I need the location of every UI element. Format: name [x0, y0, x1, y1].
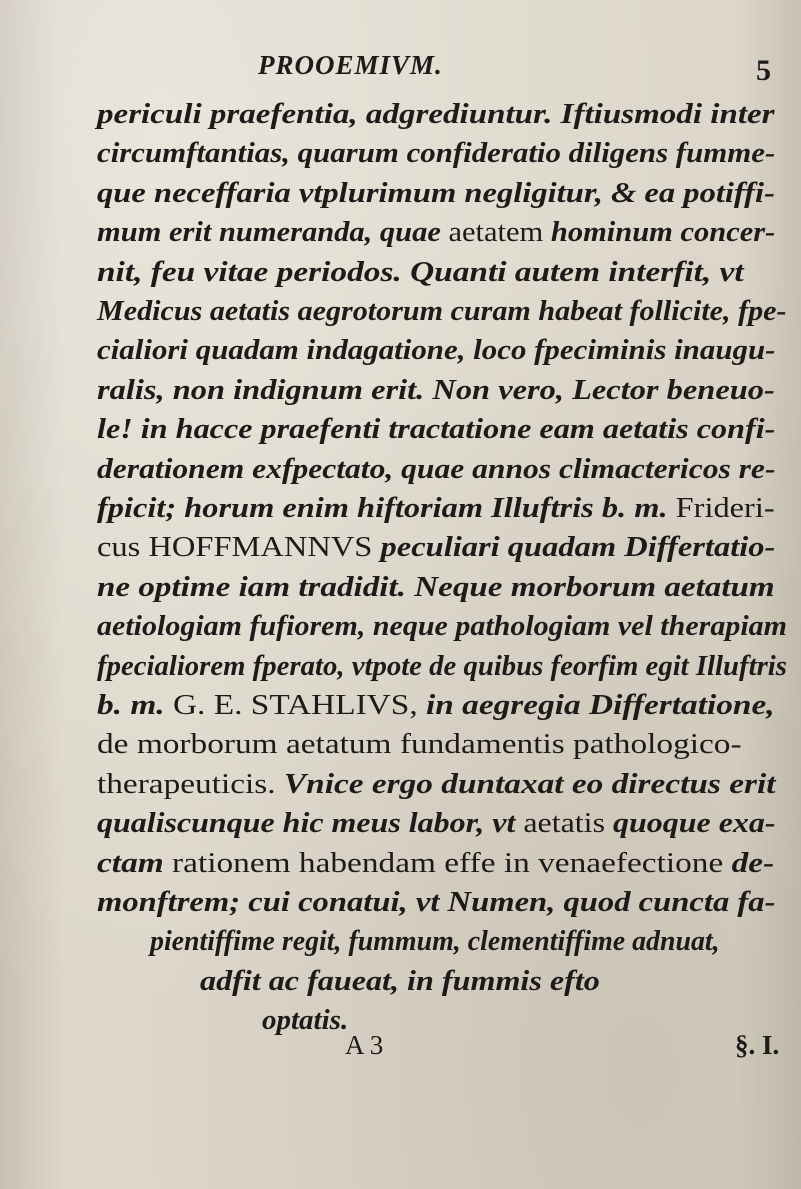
text-segment: fpicit; horum enim hiftoriam Illuftris b. m.	[97, 492, 676, 524]
text-segment: le! in hacce praefenti tractatione eam aetatis confi-	[97, 413, 776, 446]
text-line	[97, 139, 775, 168]
text-line	[97, 570, 775, 603]
text-segment: therapeuticis.	[97, 767, 284, 800]
text-line	[97, 176, 775, 209]
text-segment: nit, feu vitae periodos. Quanti autem interfit, vt	[97, 255, 744, 288]
text-line	[97, 767, 776, 800]
text-line	[97, 218, 775, 247]
running-title: PROOEMIVM.	[258, 50, 443, 80]
text-line	[150, 927, 720, 956]
text-segment: hominum concer-	[543, 216, 776, 249]
text-line	[97, 846, 775, 879]
text-line	[97, 255, 744, 288]
catchword: §. I.	[735, 1030, 780, 1060]
text-segment: derationem exfpectato, quae annos climactericos re-	[97, 452, 776, 485]
text-line	[97, 888, 775, 917]
text-segment: cus HOFFMANNVS	[97, 531, 381, 564]
text-segment: circumftantias, quarum confideratio diligens fumme-	[97, 137, 776, 170]
text-segment: cialiori quadam indagatione, loco fpeciminis inaugu-	[97, 334, 776, 367]
text-segment: Medicus aetatis aegrotorum curam habeat follicite, fpe-	[97, 295, 787, 327]
text-line	[97, 730, 742, 759]
text-segment: qualiscunque hic meus labor, vt	[97, 807, 524, 840]
text-line	[97, 297, 787, 326]
text-segment: periculi praefentia, adgrediuntur. Iftiusmodi inter	[97, 98, 775, 130]
text-segment: de morborum aetatum fundamentis pathologico-	[97, 728, 742, 761]
text-segment: aetatem	[448, 216, 544, 249]
text-segment: rationem habendam effe in venaefectione	[172, 846, 732, 879]
text-segment: in aegregia Differtatione,	[425, 689, 775, 721]
text-segment: optatis.	[262, 1004, 349, 1037]
text-line	[97, 415, 775, 444]
text-segment: ,	[409, 689, 426, 721]
text-segment: ne optime iam tradidit. Neque morborum aetatum	[97, 570, 775, 603]
text-line	[97, 533, 775, 562]
text-segment: b. m.	[97, 689, 173, 721]
text-line	[262, 1006, 348, 1035]
text-segment: monftrem; cui conatui, vt Numen, quod cuncta fa-	[97, 886, 776, 918]
text-segment: quoque exa-	[605, 807, 776, 840]
text-segment: adfit ac faueat, in fummis efto	[200, 964, 600, 997]
page-header	[0, 50, 801, 90]
signature-mark: A 3	[345, 1030, 384, 1060]
text-segment: ctam	[97, 846, 173, 879]
text-segment: fpecialiorem fperato, vtpote de quibus feorfim egit Illuftris	[97, 649, 787, 682]
text-segment: mum erit numeranda, quae	[97, 216, 449, 249]
text-segment: Frideri-	[675, 492, 775, 524]
text-line	[97, 373, 775, 406]
page-number: 5	[756, 54, 771, 87]
text-line	[97, 336, 775, 365]
text-segment: ralis, non indignum erit. Non vero, Lector beneuo-	[97, 373, 775, 406]
text-segment: que neceffaria vtplurimum negligitur, & ea potiffi-	[97, 176, 775, 209]
text-line	[97, 100, 775, 129]
text-line	[97, 649, 787, 682]
text-segment: G. E. STAHLIVS	[172, 689, 410, 721]
text-line	[97, 494, 775, 523]
text-line	[97, 452, 776, 485]
text-line	[97, 612, 787, 641]
text-line	[97, 809, 776, 838]
text-line	[200, 964, 600, 997]
text-segment: aetatis	[523, 807, 606, 840]
text-segment: de-	[731, 846, 775, 879]
text-segment: peculiari quadam Differtatio-	[380, 531, 776, 564]
text-segment: aetiologiam fufiorem, neque pathologiam vel therapiam	[97, 610, 787, 643]
text-segment: pientiffime regit, fummum, clementiffime adnuat,	[150, 925, 720, 958]
text-line	[97, 691, 775, 720]
text-segment: Vnice ergo duntaxat eo directus erit	[283, 767, 776, 800]
